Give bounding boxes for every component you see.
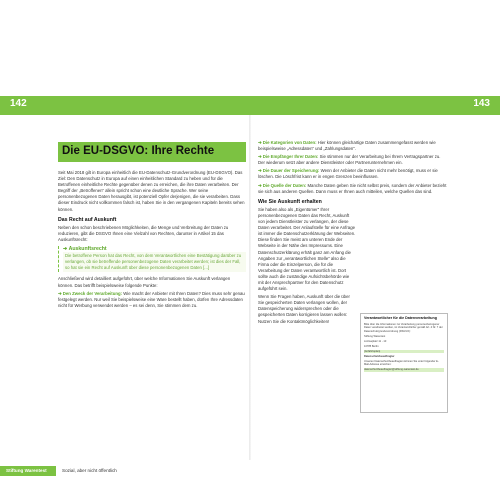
- bullet-label: Die Dauer der Speicherung:: [262, 168, 320, 174]
- form-line: 10785 Berlin: [364, 344, 379, 348]
- auskunft-paragraph: Neben den schon beschriebenen Möglichkeiten, die Menge und Verbreitung der Daten zu reduzieren, gibt die DSGVO Ihnen eine Vielzahl von Rechten, darunter in Artikel 15 das Auskunftsrecht:: [58, 224, 229, 242]
- wie-paragraph-1: Sie haben also als „Eigentümer“ Ihrer personenbezogenen Daten das Recht, Auskunft von jedem Dienstleister zu verlangen, der diese Daten verarbeitet. Der Anlaufstelle für eine Anfrage ist immer die Datenschutzerklärung der Webseiten. Diese finden Sie meist am unteren Ende der Webseite in der Nähe des Impressums. Eine Datenschutzerklärung erhält ganz am Anfang die Angaben zur „verantwortlichen Stelle“ also die Firma oder die Einzelperson, die für die Verarbeitung der Daten verantwortlich ist. Dort sollte auch die zuständige Aufsichtsbehörde wie mit der Ansprechpartner für den Datenschutz aufgeführt sein.: [258, 206, 356, 292]
- bullet-text: Wenn der Anbieter die Daten nicht mehr benötigt, muss er sie löschen. Die Löschfrist kann er in engen Grenzen beeinflussen.: [258, 168, 438, 180]
- arrow-icon: ➔: [63, 246, 69, 253]
- form-line: Unseren Datenschutzbeauftragten können Sie unter folgender E-Mail-Adresse erreichen:: [364, 359, 439, 367]
- right-column: [258, 140, 448, 327]
- bullet-text: Wie macht der Anbieter mit Ihren Daten? Dies muss sehr genau festgelegt werden. Nur weil Sie beispielsweise eine Ware bestellt haben, dürfen Ihre Adressdaten nicht für Werbung verwendet werden – es sei denn, Sie stimmen dem zu.: [58, 290, 245, 308]
- footer-brand: Stiftung Warentest: [0, 466, 56, 476]
- heading-wie: Wie Sie Auskunft erhalten: [258, 198, 322, 205]
- bullet-label: Die Quelle der Daten:: [262, 182, 307, 188]
- footer-subtitle: Sozial, aber nicht öffentlich: [62, 467, 117, 473]
- bullet-text: Hier können gleichartige Daten zusammengefasst werden wie beispielsweise „Adressdaten“ und „Zahlungsdaten“.: [258, 140, 436, 152]
- form-email-link[interactable]: datenschutzbeauftragter@stiftung-warentest.de: [364, 368, 444, 372]
- bullet-text: Sie stimmen nur der Verarbeitung bei Ihrem Vertragspartner zu. Der wiederum setzt aber andere Dienstleister oder Partnerunternehmen ein.: [258, 154, 441, 166]
- arrow-icon: ➔: [258, 140, 263, 145]
- form-line: Lützowplatz 11 - 13: [364, 339, 387, 343]
- form-link[interactable]: (Anfahrtsplan): [364, 350, 444, 354]
- arrow-icon: ➔: [58, 290, 63, 296]
- form-line: Datenschutzbeauftragter: [364, 354, 395, 358]
- intro-paragraph: Seit Mai 2018 gilt in Europa einheitlich die EU-Datenschutz-Grundverordnung (EU-DSGVO). Das Ziel: Den Datenschutz in Europa auf einen einheitlichen Standard zu heben und für die Betroffenen einheitliche Rechte gegenüber denen zu erreichen, die ihre Daten verarbeiten. Der Begriff der „Betroffenen“ allein spricht schon eine deutliche Sprache. Wer seine personenbezogenen Daten herausgibt, ist potenziell Opfer derjenigen, die sie verarbeiten. Dass dieser Eindruck nicht vollkommen falsch ist, haben Sie in den vergangenen Kapiteln bereits sehen können.: [58, 170, 245, 212]
- bullet-label: Die Empfänger Ihrer Daten:: [262, 154, 319, 160]
- form-title: Verantwortlicher für die Datenverarbeitung: [364, 316, 437, 320]
- bullet-text: Manche Daten geben Sie nicht selbst preis, sondern der Anbieter bezieht sie sich aus anderen Quellen. Dann muss er Ihnen auch mitteilen, welche Quellen das sind.: [258, 182, 447, 194]
- page-header-bar: [0, 96, 500, 115]
- chapter-title-box: [58, 142, 246, 162]
- bullet-zweck: [58, 291, 246, 309]
- bullet-quelle: [258, 183, 448, 195]
- bullet-empfaenger: [258, 154, 448, 166]
- left-column: [58, 170, 246, 311]
- chapter-title: Die EU-DSGVO: Ihre Rechte: [62, 145, 215, 157]
- arrow-icon: ➔: [258, 154, 263, 160]
- page-footer: [0, 466, 500, 476]
- heading-auskunft: Das Recht auf Auskunft: [58, 216, 117, 223]
- wie-paragraph-2: Wenn Sie Fragen haben, Auskunft über die über Sie gespeicherten Daten verlangen wollen, der Datenspeicherung widersprechen oder die gespeicherten Daten korrigieren lassen wollen: Nutzen Sie die Kontaktmöglichkeiten!: [258, 294, 350, 324]
- bullet-label: Den Zweck der Verarbeitung:: [62, 290, 123, 296]
- bullet-label: Die Kategorien von Daten:: [262, 140, 317, 145]
- form-line: Bitte über die Informationen zur Verarbeitung personenbezogener Daten verarbeitet werden, ist Verantwortlicher gemäß Art. 4 Nr. 7 der Datenschutzgrundverordnung (DSGVO):: [364, 322, 443, 333]
- after-callout-paragraph: Anschließend wird detailliert aufgeführt, über welche Informationen Sie Auskunft verlangen können. Das betrifft beispielsweise folgende Punkte:: [58, 276, 231, 288]
- right-page-number: 143: [473, 98, 490, 109]
- form-line: Stiftung Warentest: [364, 334, 386, 338]
- callout-body: Die betroffene Person hat das Recht, von dem Verantwortlichen eine Bestätigung darüber zu verlangen, ob sie betreffende personenbezogene Daten verarbeitet werden; ist dies der Fall, so hat sie ein Recht auf Auskunft über diese personenbezogenen Daten [...]: [63, 252, 246, 272]
- bullet-kategorien: [258, 140, 448, 152]
- quote-callout: [58, 246, 246, 272]
- screenshot-datenschutz-box: [360, 313, 448, 413]
- arrow-icon: ➔: [258, 168, 263, 174]
- callout-heading: Auskunftsrecht: [68, 246, 107, 253]
- left-page-number: 142: [10, 98, 27, 109]
- bullet-dauer: [258, 168, 448, 180]
- arrow-icon: ➔: [258, 182, 263, 188]
- book-gutter: [249, 115, 251, 460]
